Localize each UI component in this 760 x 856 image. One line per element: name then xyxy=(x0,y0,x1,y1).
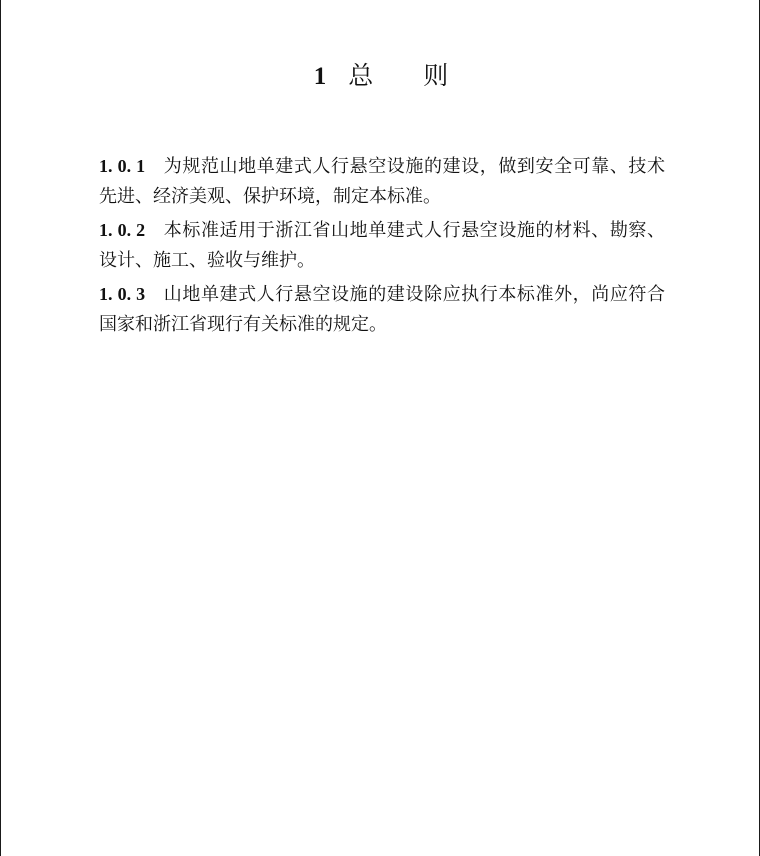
clause-text: 本标准适用于浙江省山地单建式人行悬空设施的材料、勘察、设计、施工、验收与维护。 xyxy=(99,220,666,271)
clause-list xyxy=(99,151,665,343)
clause-number: 1. 0. 3 xyxy=(99,284,146,304)
clause-1-0-2 xyxy=(99,215,665,276)
chapter-title-text: 总则 xyxy=(348,61,499,90)
clause-1-0-3 xyxy=(99,279,665,340)
clause-text: 山地单建式人行悬空设施的建设除应执行本标准外，尚应符合国家和浙江省现行有关标准的规定。 xyxy=(99,284,666,335)
chapter-title xyxy=(1,60,760,93)
clause-number: 1. 0. 2 xyxy=(99,220,146,240)
clause-1-0-1 xyxy=(99,151,665,212)
clause-number: 1. 0. 1 xyxy=(99,156,146,176)
clause-text: 为规范山地单建式人行悬空设施的建设，做到安全可靠、技术先进、经济美观、保护环境，制定本标准。 xyxy=(99,156,666,207)
chapter-number: 1 xyxy=(313,63,327,90)
